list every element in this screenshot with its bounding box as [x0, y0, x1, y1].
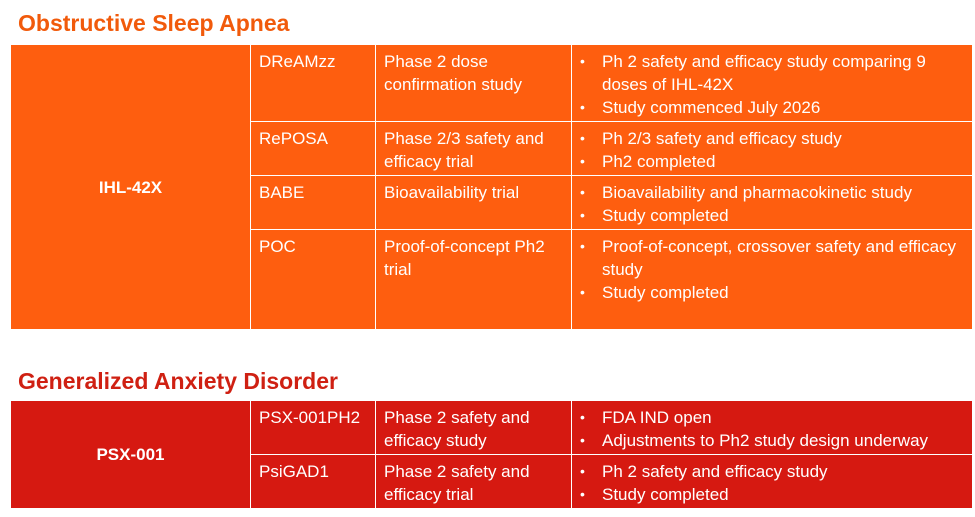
trial-description: Proof-of-concept Ph2 trial — [376, 230, 572, 330]
trial-description: Phase 2 safety and efficacy trial — [376, 455, 572, 509]
trial-notes — [572, 176, 973, 230]
product-cell: PSX-001 — [11, 401, 251, 509]
trial-description: Phase 2 safety and efficacy study — [376, 401, 572, 455]
trial-description: Phase 2 dose confirmation study — [376, 45, 572, 122]
trial-name: DReAMzz — [251, 45, 376, 122]
trial-name: POC — [251, 230, 376, 330]
list-item: • Study completed — [602, 281, 964, 304]
trial-notes — [572, 45, 973, 122]
list-item: • FDA IND open — [602, 406, 964, 429]
section-title-anxiety-disorder: Generalized Anxiety Disorder — [18, 368, 338, 394]
list-item: • Adjustments to Ph2 study design underway — [602, 429, 964, 452]
trial-notes — [572, 122, 973, 176]
list-item: • Bioavailability and pharmacokinetic study — [602, 181, 964, 204]
list-item: • Study commenced July 2026 — [602, 96, 964, 119]
trial-name: BABE — [251, 176, 376, 230]
table-row — [11, 401, 973, 455]
trial-description: Bioavailability trial — [376, 176, 572, 230]
table-row — [11, 45, 973, 122]
list-item: • Study completed — [602, 483, 964, 506]
list-item: • Ph2 completed — [602, 150, 964, 173]
trial-name: RePOSA — [251, 122, 376, 176]
pipeline-table-sleep-apnea — [10, 44, 973, 330]
list-item: • Ph 2 safety and efficacy study comparing 9 doses of IHL-42X — [602, 50, 964, 96]
trial-name: PSX-001PH2 — [251, 401, 376, 455]
pipeline-table-anxiety-disorder — [10, 400, 973, 509]
trial-name: PsiGAD1 — [251, 455, 376, 509]
section-title-sleep-apnea: Obstructive Sleep Apnea — [18, 10, 290, 36]
trial-notes — [572, 230, 973, 330]
product-cell: IHL-42X — [11, 45, 251, 330]
list-item: • Proof-of-concept, crossover safety and efficacy study — [602, 235, 964, 281]
list-item: • Ph 2/3 safety and efficacy study — [602, 127, 964, 150]
trial-notes — [572, 455, 973, 509]
trial-notes — [572, 401, 973, 455]
trial-description: Phase 2/3 safety and efficacy trial — [376, 122, 572, 176]
list-item: • Ph 2 safety and efficacy study — [602, 460, 964, 483]
list-item: • Study completed — [602, 204, 964, 227]
